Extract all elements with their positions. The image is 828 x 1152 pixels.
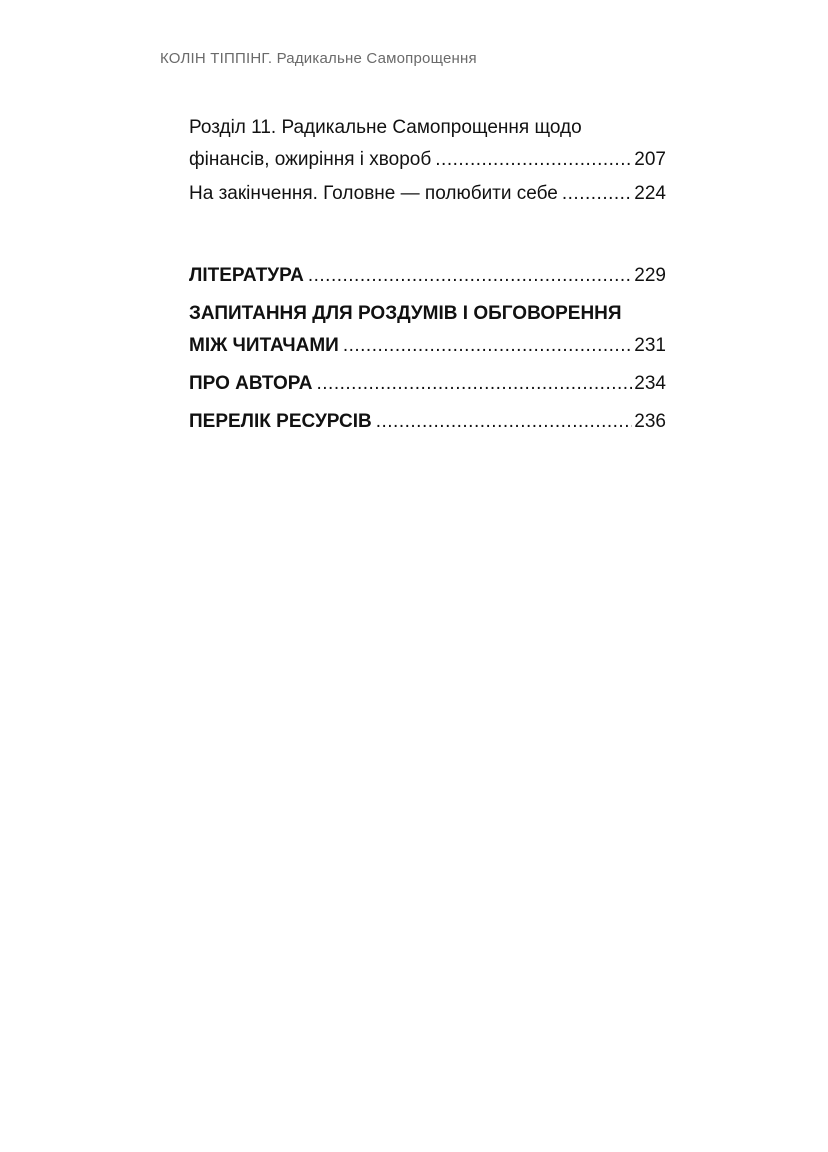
toc-entry-discussion-questions[interactable] <box>189 298 666 362</box>
dot-leader <box>343 330 632 362</box>
toc-entry-title: На закінчення. Головне — полюбити себе <box>189 183 558 204</box>
toc-entry-chapter-11[interactable] <box>189 112 666 176</box>
toc-entry-title: ЛІТЕРАТУРА <box>189 265 304 286</box>
toc-entry-title-line2: МІЖ ЧИТАЧАМИ <box>189 335 339 356</box>
page-number: 224 <box>634 183 666 204</box>
toc-entry-title-line1: Розділ 11. Радикальне Самопрощення щодо <box>189 117 582 138</box>
toc-entry-title: ПЕРЕЛІК РЕСУРСІВ <box>189 411 372 432</box>
page-number: 207 <box>634 149 666 170</box>
dot-leader <box>308 260 632 292</box>
toc-entry-title-line1: ЗАПИТАННЯ ДЛЯ РОЗДУМІВ І ОБГОВОРЕННЯ <box>189 303 622 324</box>
toc-chapters <box>189 112 666 212</box>
toc-entry-about-author[interactable] <box>189 368 666 400</box>
toc-entry-title-line2: фінансів, ожиріння і хвороб <box>189 149 432 170</box>
dot-leader <box>435 144 632 176</box>
toc-entry-literature[interactable] <box>189 260 666 292</box>
page-number: 229 <box>634 265 666 286</box>
dot-leader <box>317 368 633 400</box>
dot-leader <box>562 178 632 210</box>
toc-entry-resources[interactable] <box>189 406 666 438</box>
page-number: 236 <box>634 411 666 432</box>
toc-entry-title: ПРО АВТОРА <box>189 373 313 394</box>
running-head: КОЛІН ТІППІНГ. Радикальне Самопрощення <box>160 50 477 67</box>
dot-leader <box>376 406 633 438</box>
page-number: 231 <box>634 335 666 356</box>
toc-back-matter <box>189 260 666 444</box>
toc-entry-conclusion[interactable] <box>189 178 666 210</box>
page-number: 234 <box>634 373 666 394</box>
